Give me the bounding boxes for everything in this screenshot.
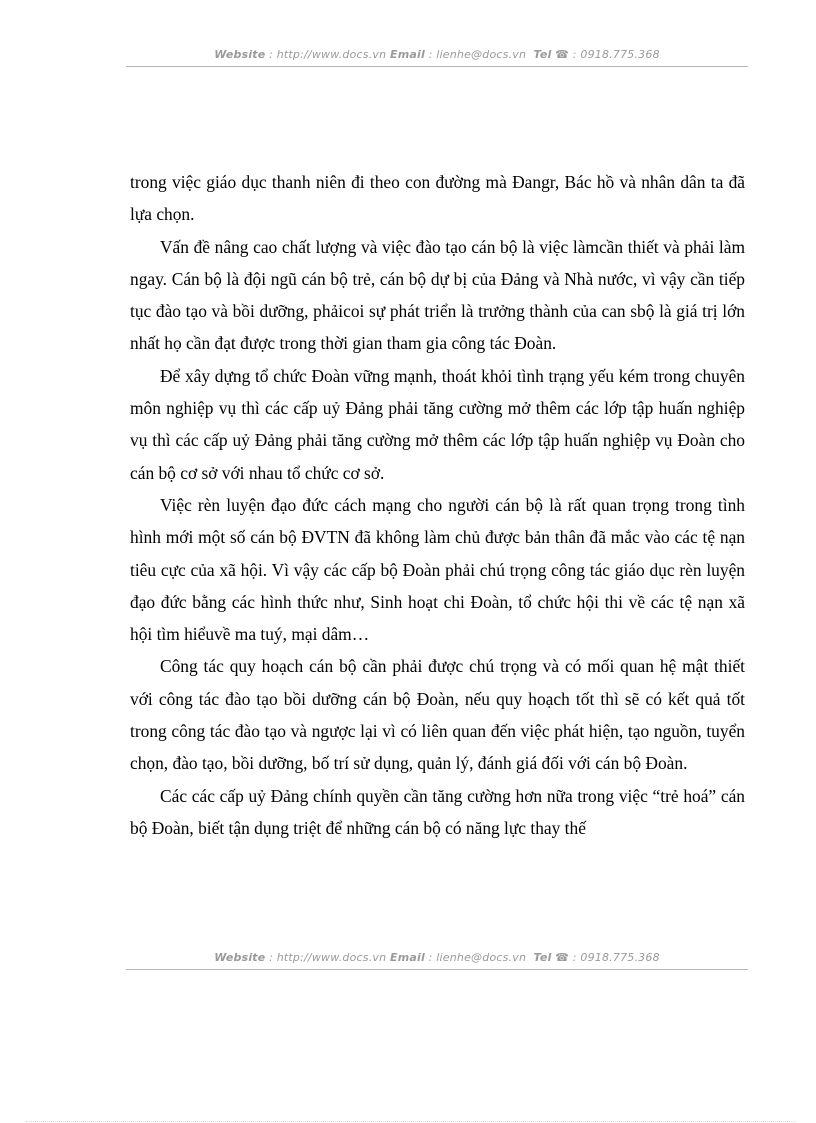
paragraph: Để xây dựng tổ chức Đoàn vững mạnh, thoát khỏi tình trạng yếu kém trong chuyên môn nghiệp vụ thì các cấp uỷ Đảng phải tăng cường mở thêm các lớp tập huấn nghiệp vụ thì các cấp uỷ Đảng phải tăng cường mở thêm các lớp tập huấn nghiệp vụ Đoàn cho cán bộ cơ sở với nhau tổ chức cơ sở. bbox=[130, 365, 745, 483]
header-tel-label: Tel bbox=[533, 48, 552, 61]
footer-website-sep: : bbox=[265, 951, 277, 964]
footer-email-sep: : bbox=[424, 951, 437, 964]
paragraph: Vấn đề nâng cao chất lượng và việc đào tạo cán bộ là việc làmcần thiết và phải làm ngay. Cán bộ là đội ngũ cán bộ trẻ, cán bộ dự bị của Đảng và Nhà nước, vì vậy cần tiếp tục đào tạo và bồi dưỡng, phảicoi sự phát triển là trưởng thành của can sbộ là giá trị lớn nhất họ cần đạt được trong thời gian tham gia công tác Đoàn. bbox=[130, 236, 745, 354]
footer-contact-line bbox=[126, 951, 748, 964]
header-tel-value: 0918.775.368 bbox=[580, 48, 660, 61]
phone-icon: ☎ bbox=[555, 48, 570, 61]
header-divider bbox=[126, 66, 748, 67]
header-website-label: Website bbox=[214, 48, 266, 61]
footer-tel-label: Tel bbox=[533, 951, 552, 964]
footer-tel-value: 0918.775.368 bbox=[580, 951, 660, 964]
footer-divider bbox=[126, 969, 748, 970]
paragraph-continuation: trong việc giáo dục thanh niên đi theo con đường mà Đangr, Bác hồ và nhân dân ta đã lựa chọn. bbox=[130, 172, 745, 225]
footer-tel-sep: : bbox=[569, 951, 581, 964]
header-website-sep: : bbox=[265, 48, 277, 61]
footer-website-label: Website bbox=[214, 951, 266, 964]
footer-email-label: Email bbox=[390, 951, 425, 964]
document-body bbox=[130, 166, 745, 844]
paragraph: Việc rèn luyện đạo đức cách mạng cho người cán bộ là rất quan trọng trong tình hình mới một số cán bộ ĐVTN đã không làm chủ được bản thân đã mắc vào các tệ nạn tiêu cực của xã hội. Vì vậy các cấp bộ Đoàn phải chú trọng công tác giáo dục rèn luyện đạo đức bằng các hình thức như, Sinh hoạt chi Đoàn, tổ chức hội thi về các tệ nạn xã hội tìm hiểuvề ma tuý, mại dâm… bbox=[130, 494, 745, 645]
header-contact-line bbox=[126, 48, 748, 61]
footer-website-link[interactable]: http://www.docs.vn bbox=[276, 951, 387, 964]
header-email-link[interactable]: lienhe@docs.vn bbox=[436, 48, 527, 61]
header-email-sep: : bbox=[424, 48, 437, 61]
phone-icon: ☎ bbox=[555, 951, 570, 964]
header-website-link[interactable]: http://www.docs.vn bbox=[276, 48, 387, 61]
page-bottom-edge bbox=[26, 1121, 796, 1122]
paragraph: Các các cấp uỷ Đảng chính quyền cần tăng cường hơn nữa trong việc “trẻ hoá” cán bộ Đoàn, biết tận dụng triệt để những cán bộ có năng lực thay thế bbox=[130, 785, 745, 838]
footer-email-link[interactable]: lienhe@docs.vn bbox=[436, 951, 527, 964]
header-tel-sep: : bbox=[569, 48, 581, 61]
paragraph: Công tác quy hoạch cán bộ cần phải được chú trọng và có mối quan hệ mật thiết với công tác đào tạo bồi dưỡng cán bộ Đoàn, nếu quy hoạch tốt thì sẽ có kết quả tốt trong công tác đào tạo và ngược lại vì có liên quan đến việc phát hiện, tạo nguồn, tuyển chọn, đào tạo, bồi dưỡng, bố trí sử dụng, quản lý, đánh giá đối với cán bộ Đoàn. bbox=[130, 656, 745, 774]
header-email-label: Email bbox=[390, 48, 425, 61]
